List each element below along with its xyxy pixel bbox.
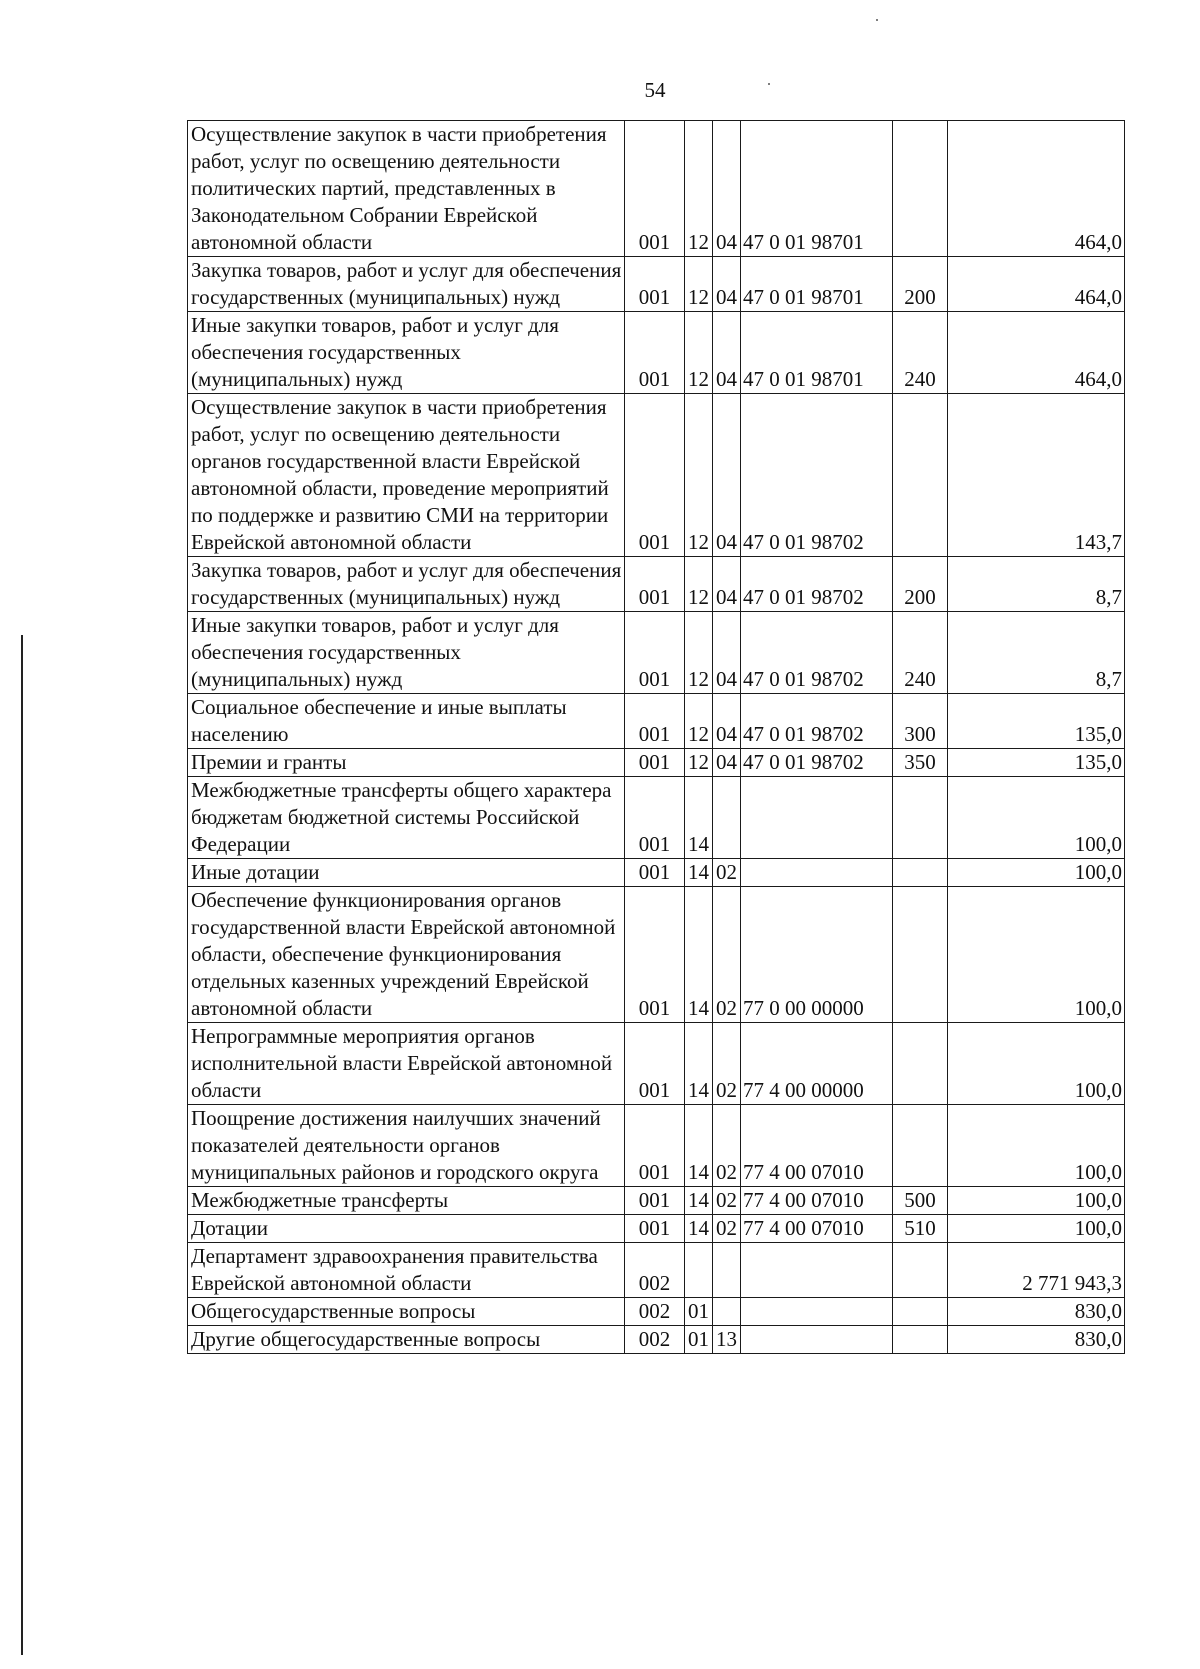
subsection-code: 13 <box>716 1327 737 1351</box>
target-article-code-cell <box>741 1187 893 1215</box>
admin-code: 001 <box>638 1188 671 1212</box>
amount: 464,0 <box>1074 285 1122 309</box>
section-code-cell <box>685 694 713 749</box>
subsection-code-cell <box>713 1298 741 1326</box>
admin-code-cell <box>625 694 685 749</box>
section-code: 12 <box>688 667 709 691</box>
budget-table <box>187 120 1125 1354</box>
row-name-cell <box>188 1187 625 1215</box>
expense-type-code: 240 <box>904 667 936 691</box>
amount: 100,0 <box>1074 1160 1122 1184</box>
subsection-code-cell <box>713 1023 741 1105</box>
page-number: 54 <box>644 78 666 102</box>
subsection-code: 04 <box>716 285 737 309</box>
target-article-code: 77 4 00 07010 <box>743 1188 864 1212</box>
row-name-cell <box>188 777 625 859</box>
row-name-cell <box>188 257 625 312</box>
admin-code-cell <box>625 312 685 394</box>
subsection-code: 02 <box>716 1078 737 1102</box>
subsection-code-cell <box>713 121 741 257</box>
admin-code: 001 <box>638 750 671 774</box>
subsection-code-cell <box>713 777 741 859</box>
amount: 100,0 <box>1074 1078 1122 1102</box>
row-name: Обеспечение функционирования органов государственной власти Еврейской автономной области, обеспечение функционирования отдельных казенных учреждений Еврейской автономной области <box>191 888 616 1020</box>
subsection-code: 04 <box>716 530 737 554</box>
section-code-cell <box>685 859 713 887</box>
admin-code: 001 <box>638 722 671 746</box>
amount-cell <box>948 694 1125 749</box>
target-article-code-cell <box>741 557 893 612</box>
amount-cell <box>948 312 1125 394</box>
expense-type-code: 200 <box>904 285 936 309</box>
admin-code: 001 <box>638 585 671 609</box>
expense-type-code-cell <box>893 887 948 1023</box>
subsection-code-cell <box>713 612 741 694</box>
subsection-code-cell <box>713 1326 741 1354</box>
row-name-cell <box>188 557 625 612</box>
amount-cell <box>948 121 1125 257</box>
subsection-code: 04 <box>716 230 737 254</box>
admin-code: 001 <box>638 230 671 254</box>
section-code-cell <box>685 257 713 312</box>
table-row <box>188 1298 1125 1326</box>
amount-cell <box>948 1298 1125 1326</box>
row-name: Социальное обеспечение и иные выплаты населению <box>191 695 567 746</box>
expense-type-code-cell <box>893 749 948 777</box>
admin-code-cell <box>625 557 685 612</box>
budget-table-body <box>188 121 1125 1354</box>
admin-code: 001 <box>638 1160 671 1184</box>
row-name: Иные закупки товаров, работ и услуг для обеспечения государственных (муниципальных) нужд <box>191 313 559 391</box>
section-code: 14 <box>688 1160 709 1184</box>
table-row <box>188 121 1125 257</box>
expense-type-code-cell <box>893 557 948 612</box>
section-code: 14 <box>688 1216 709 1240</box>
amount: 100,0 <box>1074 832 1122 856</box>
row-name-cell <box>188 394 625 557</box>
subsection-code-cell <box>713 1215 741 1243</box>
row-name: Другие общегосударственные вопросы <box>191 1327 541 1351</box>
row-name: Премии и гранты <box>191 750 347 774</box>
section-code: 14 <box>688 1188 709 1212</box>
table-row <box>188 557 1125 612</box>
target-article-code-cell <box>741 887 893 1023</box>
row-name: Осуществление закупок в части приобретения работ, услуг по освещению деятельности органов государственной власти Еврейской автономной области, проведение мероприятий по поддержке и развитию СМИ на территории Еврейской автономной области <box>191 395 609 554</box>
amount-cell <box>948 394 1125 557</box>
target-article-code: 47 0 01 98702 <box>743 667 864 691</box>
subsection-code: 02 <box>716 996 737 1020</box>
target-article-code-cell <box>741 312 893 394</box>
target-article-code: 47 0 01 98701 <box>743 230 864 254</box>
subsection-code-cell <box>713 312 741 394</box>
subsection-code: 04 <box>716 585 737 609</box>
target-article-code: 77 4 00 07010 <box>743 1160 864 1184</box>
row-name-cell <box>188 1243 625 1298</box>
amount-cell <box>948 612 1125 694</box>
admin-code-cell <box>625 1298 685 1326</box>
admin-code-cell <box>625 887 685 1023</box>
expense-type-code-cell <box>893 694 948 749</box>
target-article-code-cell <box>741 121 893 257</box>
admin-code-cell <box>625 1105 685 1187</box>
target-article-code: 47 0 01 98702 <box>743 585 864 609</box>
target-article-code: 47 0 01 98701 <box>743 367 864 391</box>
expense-type-code: 350 <box>904 750 936 774</box>
section-code: 14 <box>688 1078 709 1102</box>
section-code: 14 <box>688 832 709 856</box>
amount-cell <box>948 1105 1125 1187</box>
section-code-cell <box>685 557 713 612</box>
admin-code-cell <box>625 1243 685 1298</box>
target-article-code-cell <box>741 1105 893 1187</box>
target-article-code-cell <box>741 694 893 749</box>
section-code: 14 <box>688 860 709 884</box>
section-code: 01 <box>688 1327 709 1351</box>
table-row <box>188 1243 1125 1298</box>
admin-code-cell <box>625 749 685 777</box>
target-article-code: 47 0 01 98702 <box>743 722 864 746</box>
subsection-code-cell <box>713 1105 741 1187</box>
section-code-cell <box>685 121 713 257</box>
expense-type-code-cell <box>893 859 948 887</box>
table-row <box>188 1326 1125 1354</box>
table-row <box>188 777 1125 859</box>
admin-code-cell <box>625 612 685 694</box>
section-code: 01 <box>688 1299 709 1323</box>
expense-type-code: 240 <box>904 367 936 391</box>
section-code-cell <box>685 394 713 557</box>
amount: 8,7 <box>1095 667 1122 691</box>
expense-type-code: 200 <box>904 585 936 609</box>
amount: 100,0 <box>1074 996 1122 1020</box>
amount-cell <box>948 749 1125 777</box>
table-row <box>188 694 1125 749</box>
admin-code: 002 <box>638 1271 671 1295</box>
admin-code-cell <box>625 1187 685 1215</box>
admin-code: 001 <box>638 832 671 856</box>
row-name-cell <box>188 694 625 749</box>
admin-code-cell <box>625 1215 685 1243</box>
target-article-code-cell <box>741 257 893 312</box>
target-article-code: 47 0 01 98702 <box>743 750 864 774</box>
subsection-code: 04 <box>716 722 737 746</box>
expense-type-code-cell <box>893 777 948 859</box>
subsection-code-cell <box>713 257 741 312</box>
table-row <box>188 612 1125 694</box>
admin-code: 001 <box>638 367 671 391</box>
row-name: Департамент здравоохранения правительства Еврейской автономной области <box>191 1244 598 1295</box>
admin-code: 001 <box>638 530 671 554</box>
row-name-cell <box>188 1105 625 1187</box>
amount-cell <box>948 887 1125 1023</box>
subsection-code-cell <box>713 1243 741 1298</box>
row-name-cell <box>188 121 625 257</box>
admin-code-cell <box>625 777 685 859</box>
amount-cell <box>948 1326 1125 1354</box>
subsection-code-cell <box>713 694 741 749</box>
admin-code: 002 <box>638 1299 671 1323</box>
table-row <box>188 1105 1125 1187</box>
amount: 464,0 <box>1074 367 1122 391</box>
section-code: 12 <box>688 585 709 609</box>
row-name-cell <box>188 1023 625 1105</box>
section-code-cell <box>685 1298 713 1326</box>
subsection-code: 04 <box>716 667 737 691</box>
subsection-code: 02 <box>716 1160 737 1184</box>
section-code-cell <box>685 1105 713 1187</box>
table-row <box>188 1215 1125 1243</box>
expense-type-code-cell <box>893 612 948 694</box>
amount: 2 771 943,3 <box>1022 1271 1122 1295</box>
target-article-code-cell <box>741 394 893 557</box>
row-name-cell <box>188 749 625 777</box>
admin-code-cell <box>625 1023 685 1105</box>
admin-code: 001 <box>638 996 671 1020</box>
expense-type-code-cell <box>893 1187 948 1215</box>
amount-cell <box>948 1215 1125 1243</box>
amount: 143,7 <box>1074 530 1122 554</box>
table-row <box>188 312 1125 394</box>
amount: 830,0 <box>1074 1299 1122 1323</box>
row-name-cell <box>188 1298 625 1326</box>
amount-cell <box>948 1023 1125 1105</box>
target-article-code: 77 4 00 07010 <box>743 1216 864 1240</box>
row-name-cell <box>188 887 625 1023</box>
section-code-cell <box>685 312 713 394</box>
section-code-cell <box>685 749 713 777</box>
section-code-cell <box>685 1215 713 1243</box>
section-code: 12 <box>688 750 709 774</box>
amount: 464,0 <box>1074 230 1122 254</box>
section-code: 12 <box>688 530 709 554</box>
expense-type-code-cell <box>893 1215 948 1243</box>
table-row <box>188 1187 1125 1215</box>
admin-code-cell <box>625 394 685 557</box>
subsection-code: 04 <box>716 750 737 774</box>
target-article-code: 77 4 00 00000 <box>743 1078 864 1102</box>
table-row <box>188 749 1125 777</box>
margin-scan-line <box>21 635 23 1655</box>
amount: 100,0 <box>1074 1188 1122 1212</box>
subsection-code-cell <box>713 887 741 1023</box>
table-row <box>188 1023 1125 1105</box>
admin-code-cell <box>625 257 685 312</box>
subsection-code: 02 <box>716 1188 737 1212</box>
target-article-code-cell <box>741 777 893 859</box>
subsection-code-cell <box>713 859 741 887</box>
section-code-cell <box>685 1023 713 1105</box>
subsection-code-cell <box>713 557 741 612</box>
admin-code: 001 <box>638 285 671 309</box>
target-article-code-cell <box>741 1326 893 1354</box>
admin-code: 001 <box>638 860 671 884</box>
expense-type-code-cell <box>893 1298 948 1326</box>
row-name: Закупка товаров, работ и услуг для обеспечения государственных (муниципальных) нужд <box>191 258 622 309</box>
expense-type-code: 300 <box>904 722 936 746</box>
subsection-code: 02 <box>716 1216 737 1240</box>
target-article-code-cell <box>741 1215 893 1243</box>
subsection-code: 02 <box>716 860 737 884</box>
row-name-cell <box>188 859 625 887</box>
expense-type-code-cell <box>893 257 948 312</box>
section-code-cell <box>685 612 713 694</box>
row-name: Иные дотации <box>191 860 320 884</box>
section-code: 14 <box>688 996 709 1020</box>
amount: 8,7 <box>1095 585 1122 609</box>
admin-code-cell <box>625 859 685 887</box>
expense-type-code-cell <box>893 1105 948 1187</box>
expense-type-code-cell <box>893 394 948 557</box>
target-article-code-cell <box>741 1023 893 1105</box>
subsection-code-cell <box>713 749 741 777</box>
expense-type-code-cell <box>893 312 948 394</box>
admin-code-cell <box>625 121 685 257</box>
table-row <box>188 394 1125 557</box>
amount: 100,0 <box>1074 860 1122 884</box>
amount-cell <box>948 557 1125 612</box>
amount: 100,0 <box>1074 1216 1122 1240</box>
section-code-cell <box>685 777 713 859</box>
row-name: Закупка товаров, работ и услуг для обеспечения государственных (муниципальных) нужд <box>191 558 622 609</box>
row-name-cell <box>188 1326 625 1354</box>
target-article-code: 47 0 01 98701 <box>743 285 864 309</box>
expense-type-code: 500 <box>904 1188 936 1212</box>
admin-code: 001 <box>638 1216 671 1240</box>
row-name-cell <box>188 612 625 694</box>
section-code-cell <box>685 887 713 1023</box>
target-article-code: 47 0 01 98702 <box>743 530 864 554</box>
table-row <box>188 887 1125 1023</box>
amount: 830,0 <box>1074 1327 1122 1351</box>
admin-code-cell <box>625 1326 685 1354</box>
expense-type-code: 510 <box>904 1216 936 1240</box>
section-code: 12 <box>688 367 709 391</box>
amount: 135,0 <box>1074 722 1122 746</box>
table-row <box>188 257 1125 312</box>
subsection-code: 04 <box>716 367 737 391</box>
admin-code: 001 <box>638 667 671 691</box>
expense-type-code-cell <box>893 1023 948 1105</box>
subsection-code-cell <box>713 1187 741 1215</box>
section-code-cell <box>685 1243 713 1298</box>
section-code-cell <box>685 1326 713 1354</box>
row-name: Иные закупки товаров, работ и услуг для обеспечения государственных (муниципальных) нужд <box>191 613 559 691</box>
row-name-cell <box>188 312 625 394</box>
expense-type-code-cell <box>893 1326 948 1354</box>
amount-cell <box>948 1243 1125 1298</box>
row-name: Поощрение достижения наилучших значений показателей деятельности органов муниципальных районов и городского округа <box>191 1106 601 1184</box>
amount-cell <box>948 777 1125 859</box>
target-article-code-cell <box>741 612 893 694</box>
section-code-cell <box>685 1187 713 1215</box>
section-code: 12 <box>688 230 709 254</box>
admin-code: 002 <box>638 1327 671 1351</box>
scan-speck <box>876 19 878 21</box>
target-article-code-cell <box>741 1243 893 1298</box>
target-article-code-cell <box>741 749 893 777</box>
amount-cell <box>948 1187 1125 1215</box>
row-name: Непрограммные мероприятия органов исполнительной власти Еврейской автономной области <box>191 1024 613 1102</box>
admin-code: 001 <box>638 1078 671 1102</box>
row-name: Межбюджетные трансферты <box>191 1188 449 1212</box>
row-name: Осуществление закупок в части приобретения работ, услуг по освещению деятельности политических партий, представленных в Законодательном Собрании Еврейской автономной области <box>191 122 607 254</box>
expense-type-code-cell <box>893 1243 948 1298</box>
row-name: Общегосударственные вопросы <box>191 1299 476 1323</box>
target-article-code: 77 0 00 00000 <box>743 996 864 1020</box>
subsection-code-cell <box>713 394 741 557</box>
table-row <box>188 859 1125 887</box>
amount-cell <box>948 257 1125 312</box>
amount: 135,0 <box>1074 750 1122 774</box>
section-code: 12 <box>688 285 709 309</box>
row-name: Дотации <box>191 1216 269 1240</box>
target-article-code-cell <box>741 1298 893 1326</box>
target-article-code-cell <box>741 859 893 887</box>
row-name: Межбюджетные трансферты общего характера бюджетам бюджетной системы Российской Федерации <box>191 778 612 856</box>
row-name-cell <box>188 1215 625 1243</box>
amount-cell <box>948 859 1125 887</box>
scan-speck <box>768 83 770 85</box>
section-code: 12 <box>688 722 709 746</box>
expense-type-code-cell <box>893 121 948 257</box>
